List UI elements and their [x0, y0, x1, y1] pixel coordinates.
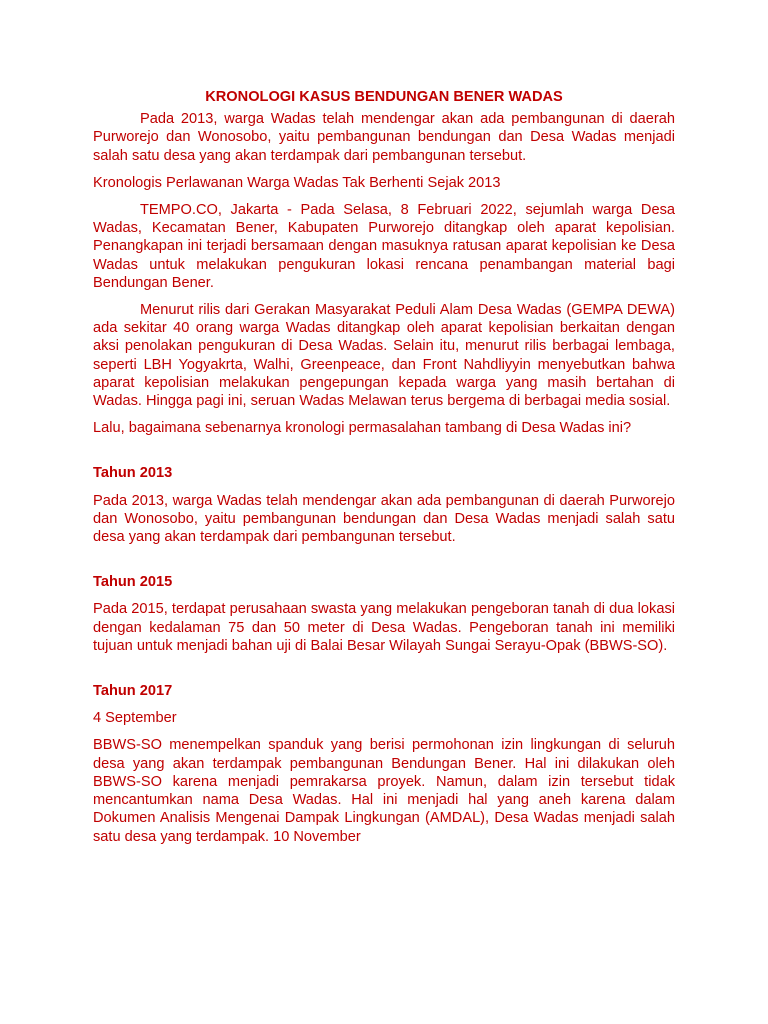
- spacer: [93, 555, 675, 573]
- tempo-paragraph: TEMPO.CO, Jakarta - Pada Selasa, 8 Februari 2022, sejumlah warga Desa Wadas, Kecamatan Bener, Kabupaten Purworejo ditangkap oleh aparat kepolisian. Penangkapan ini terjadi bersamaan dengan masuknya ratusan aparat kepolisian ke Desa Wadas untuk melakukan pengukuran lokasi rencana penambangan material bagi Bendungan Bener.: [93, 202, 675, 291]
- gempa-paragraph: Menurut rilis dari Gerakan Masyarakat Peduli Alam Desa Wadas (GEMPA DEWA) ada sekitar 40 orang warga Wadas ditangkap oleh aparat kepolisian berkaitan dengan aksi penolakan pengukuran di Desa Wadas. Selain itu, menurut rilis berbagai lembaga, seperti LBH Yogyakrta, Walhi, Greenpeace, dan Front Nahdliyyin menyebutkan bahwa aparat kepolisian melakukan pengepungan kepada warga yang masih bertahan di Wadas. Hingga pagi ini, seruan Wadas Melawan terus bergema di berbagai media sosial.: [93, 302, 675, 410]
- document-body: [93, 88, 675, 855]
- spacer: [93, 664, 675, 682]
- section-heading-2017: Tahun 2017: [93, 683, 173, 700]
- section-heading-2015: Tahun 2015: [93, 574, 173, 591]
- subtitle-line: Kronologis Perlawanan Warga Wadas Tak Berhenti Sejak 2013: [93, 174, 501, 191]
- section-text-2017: BBWS-SO menempelkan spanduk yang berisi permohonan izin lingkungan di seluruh desa yang akan terdampak pembangunan Bendungan Bener. Hal ini dilakukan oleh BBWS-SO karena menjadi pemrakarsa proyek. Namun, dalam izin tersebut tidak mencantumkan nama Desa Wadas. Hal ini menjadi hal yang aneh karena dalam Dokumen Analisis Mengenai Dampak Lingkungan (AMDAL), Desa Wadas menjadi salah satu desa yang terdampak. 10 November: [93, 737, 675, 845]
- section-heading-2013: Tahun 2013: [93, 465, 173, 482]
- document-title: KRONOLOGI KASUS BENDUNGAN BENER WADAS: [205, 89, 563, 105]
- section-text-2013: Pada 2013, warga Wadas telah mendengar akan ada pembangunan di daerah Purworejo dan Wonosobo, yaitu pembangunan bendungan dan Desa Wadas menjadi salah satu desa yang akan terdampak dari pembangunan tersebut.: [93, 492, 675, 546]
- question-paragraph: Lalu, bagaimana sebenarnya kronologi permasalahan tambang di Desa Wadas ini?: [93, 420, 632, 437]
- spacer: [93, 446, 675, 464]
- section-text-2015: Pada 2015, terdapat perusahaan swasta yang melakukan pengeboran tanah di dua lokasi dengan kedalaman 75 dan 50 meter di Desa Wadas. Pengeboran tanah ini memiliki tujuan untuk menjadi bahan uji di Balai Besar Wilayah Sungai Serayu-Opak (BBWS-SO).: [93, 601, 675, 654]
- intro-paragraph: Pada 2013, warga Wadas telah mendengar akan ada pembangunan di daerah Purworejo dan Wonosobo, yaitu pembangunan bendungan dan Desa Wadas menjadi salah satu desa yang akan terdampak dari pembangunan tersebut.: [93, 111, 675, 164]
- section-date-2017: 4 September: [93, 710, 177, 727]
